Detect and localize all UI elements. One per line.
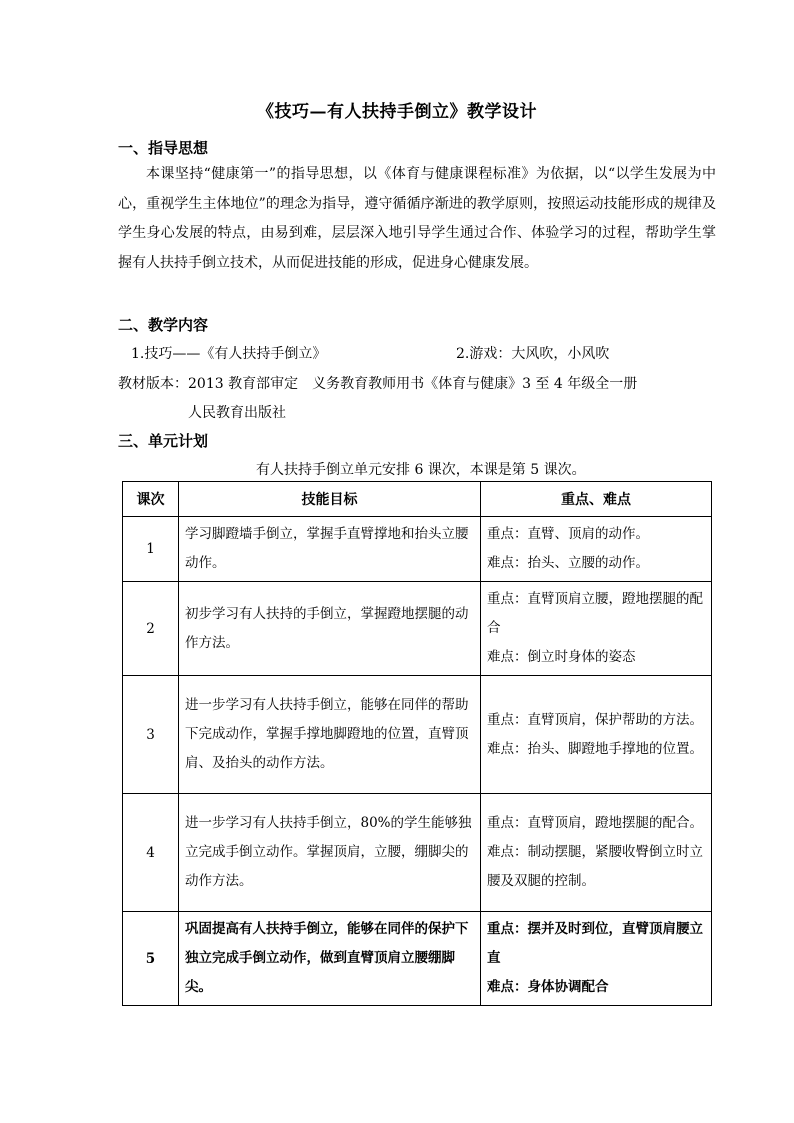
lesson-number: 1: [123, 517, 179, 582]
difficult-point: 难点：倒立时身体的姿态: [487, 649, 636, 665]
publisher: 人民教育出版社: [188, 405, 286, 421]
lesson-number: 3: [123, 676, 179, 794]
key-difficult-points: [481, 794, 712, 912]
key-point: 重点：摆并及时到位，直臂顶肩腰立直: [487, 921, 703, 966]
lesson-number: 2: [123, 582, 179, 676]
header-key-difficult: 重点、难点: [481, 482, 712, 517]
unit-plan-caption: 有人扶持手倒立单元安排 6 课次，本课是第 5 课次。: [256, 462, 586, 478]
table-row: [123, 517, 712, 582]
difficult-point: 难点：抬头、脚蹬地手撑地的位置。: [487, 740, 703, 757]
header-lesson: 课次: [123, 482, 179, 517]
difficult-point: 难点：制动摆腿，紧腰收臀倒立时立腰及双腿的控制。: [487, 844, 703, 889]
content-item-1: 1.技巧——《有人扶持手倒立》: [131, 346, 327, 362]
skill-goal: 进一步学习有人扶持手倒立，能够在同伴的帮助下完成动作，掌握手撑地脚蹬地的位置，直臂顶肩、及抬头的动作方法。: [179, 676, 481, 794]
skill-goal: 巩固提高有人扶持手倒立，能够在同伴的保护下独立完成手倒立动作，做到直臂顶肩立腰绷脚尖。: [179, 912, 481, 1006]
section-heading-guiding-ideology: 一、指导思想: [118, 139, 209, 157]
guiding-ideology-paragraph: 本课坚持“健康第一”的指导思想，以《体育与健康课程标准》为依据，以“以学生发展为中心，重视学生主体地位”的理念为指导，遵守循循序渐进的教学原则，按照运动技能形成的规律及学生身心发展的特点，由易到难，层层深入地引导学生通过合作、体验学习的过程，帮助学生掌握有人扶持手倒立技术，从而促进技能的形成，促进身心健康发展。: [118, 166, 716, 271]
textbook-edition: 教材版本：2013 教育部审定 义务教育教师用书《体育与健康》3 至 4 年级全一册: [118, 376, 638, 392]
key-point: 重点：直臂顶肩，蹬地摆腿的配合。: [487, 815, 703, 831]
section-heading-teaching-content: 二、教学内容: [118, 316, 209, 334]
skill-goal: 进一步学习有人扶持手倒立，80%的学生能够独立完成手倒立动作。掌握顶肩，立腰，绷脚尖的动作方法。: [179, 794, 481, 912]
unit-plan-table: [122, 481, 712, 1006]
header-skill-goal: 技能目标: [179, 482, 481, 517]
section-heading-unit-plan: 三、单元计划: [118, 432, 209, 450]
difficult-point: 难点：身体协调配合: [487, 979, 609, 995]
skill-goal: 初步学习有人扶持的手倒立，掌握蹬地摆腿的动作方法。: [179, 582, 481, 676]
difficult-point: 难点：抬头、立腰的动作。: [487, 555, 649, 571]
document-title: 《技巧—有人扶持手倒立》教学设计: [257, 102, 537, 122]
lesson-number: 4: [123, 794, 179, 912]
table-header-row: [123, 482, 712, 517]
key-difficult-points: [481, 912, 712, 1006]
key-difficult-points: [481, 676, 712, 794]
lesson-number: 5: [123, 912, 179, 1006]
key-point: 重点：直臂顶肩立腰，蹬地摆腿的配合: [487, 591, 703, 636]
key-difficult-points: [481, 517, 712, 582]
key-point: 重点：直臂、顶肩的动作。: [487, 526, 649, 542]
skill-goal: 学习脚蹬墙手倒立，掌握手直臂撑地和抬头立腰动作。: [179, 517, 481, 582]
table-row: [123, 912, 712, 1006]
table-row: [123, 676, 712, 794]
table-row: [123, 794, 712, 912]
key-point: 重点：直臂顶肩，保护帮助的方法。: [487, 711, 703, 728]
table-row: [123, 582, 712, 676]
content-item-2: 2.游戏：大风吹，小风吹: [456, 346, 610, 362]
key-difficult-points: [481, 582, 712, 676]
